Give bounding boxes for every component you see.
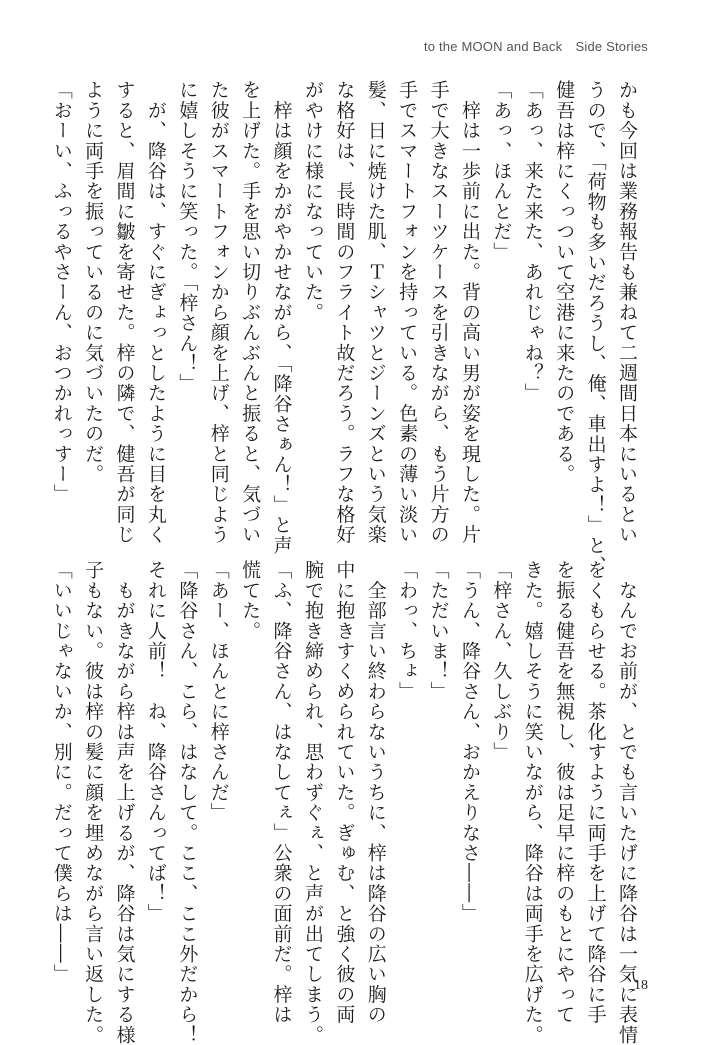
text-line: た彼がスマートフォンから顔を上げ、梓と同じよう bbox=[207, 80, 230, 545]
text-line: 髪、日に焼けた肌、Ｔシャツとジーンズという気楽 bbox=[364, 80, 387, 545]
text-line: 腕で抱き締められ、思わずぐぇ、と声が出てしまう。 bbox=[301, 560, 324, 1045]
text-line: 「ふ、降谷さん、はなしてぇ」公衆の面前だ。梓は bbox=[270, 560, 293, 1025]
text-line: 「わっ、ちょ」 bbox=[396, 560, 419, 702]
text-line: すると、眉間に皺を寄せた。梓の隣で、健吾が同じ bbox=[113, 80, 136, 545]
text-line: それに人前！ ね、降谷さんってば！」 bbox=[144, 560, 167, 924]
text-line: うので、「荷物も多いだろうし、俺、車出すよ！」と、 bbox=[584, 80, 607, 576]
text-line: 「梓さん、久しぶり」 bbox=[490, 560, 513, 762]
text-line: 中に抱きすくめられていた。ぎゅむ、と強く彼の両 bbox=[333, 560, 356, 1025]
text-line: 子もない。彼は梓の髪に顔を埋めながら言い返した。 bbox=[82, 560, 105, 1045]
text-line: な格好は、長時間のフライト故だろう。ラフな格好 bbox=[333, 80, 356, 545]
upper-text-block bbox=[50, 80, 642, 576]
text-line: 「あっ、来た来た、あれじゃね？」 bbox=[521, 80, 544, 404]
text-line: 梓は一歩前に出た。背の高い男が姿を現した。片 bbox=[458, 80, 481, 545]
text-line: 全部言い終わらないうちに、梓は降谷の広い胸の bbox=[364, 560, 387, 1025]
text-line: 「おーい、ふっるやさーん、おつかれっすー」 bbox=[50, 80, 73, 505]
text-line: かも今回は業務報告も兼ねて二週間日本にいるとい bbox=[616, 80, 638, 545]
text-line: 「ただいま！」 bbox=[427, 560, 450, 702]
text-line: を振る健吾を無視し、彼は足早に梓のもとにやって bbox=[553, 560, 576, 1025]
text-line: 手で大きなスーツケースを引きながら、もう片方の bbox=[427, 80, 450, 545]
running-header: to the MOON and Back Side Stories bbox=[423, 39, 648, 54]
text-line: 健吾は梓にくっついて空港に来たのである。 bbox=[553, 80, 576, 484]
text-line: 梓は顔をかがやかせながら、「降谷さぁん！」と声 bbox=[270, 80, 293, 556]
text-line: を上げた。手を思い切りぶんぶんと振ると、気づい bbox=[239, 80, 262, 545]
text-line: もがきながら梓は声を上げるが、降谷は気にする様 bbox=[113, 560, 136, 1045]
text-line: なんでお前が、とでも言いたげに降谷は一気に表情 bbox=[616, 560, 638, 1045]
text-line: 「あー、ほんとに梓さんだ」 bbox=[207, 560, 230, 823]
text-line: 「降谷さん、こら、はなして。ここ、ここ外だから！ bbox=[176, 560, 199, 1045]
text-line: 慌てた。 bbox=[239, 560, 262, 641]
text-line: ように両手を振っているのに気づいたのだ。 bbox=[82, 80, 105, 484]
text-line: に嬉しそうに笑った。「梓さん！」 bbox=[176, 80, 199, 394]
text-line: 「うん、降谷さん、おかえりなさ――」 bbox=[458, 560, 481, 924]
text-line: きた。嬉しそうに笑いながら、降谷は両手を広げた。 bbox=[521, 560, 544, 1045]
text-line: 「いいじゃないか、別に。だって僕らは――」 bbox=[50, 560, 73, 985]
text-line: がやけに様になっていた。 bbox=[301, 80, 324, 323]
text-line: 「あっ、ほんとだ」 bbox=[490, 80, 513, 262]
text-line: をくもらせる。茶化すように両手を上げて降谷に手 bbox=[584, 560, 607, 1025]
page-number: 18 bbox=[634, 978, 648, 993]
text-line: が、降谷は、すぐにぎょっとしたように目を丸く bbox=[144, 80, 167, 545]
text-line: 手でスマートフォンを持っている。色素の薄い淡い bbox=[396, 80, 419, 545]
